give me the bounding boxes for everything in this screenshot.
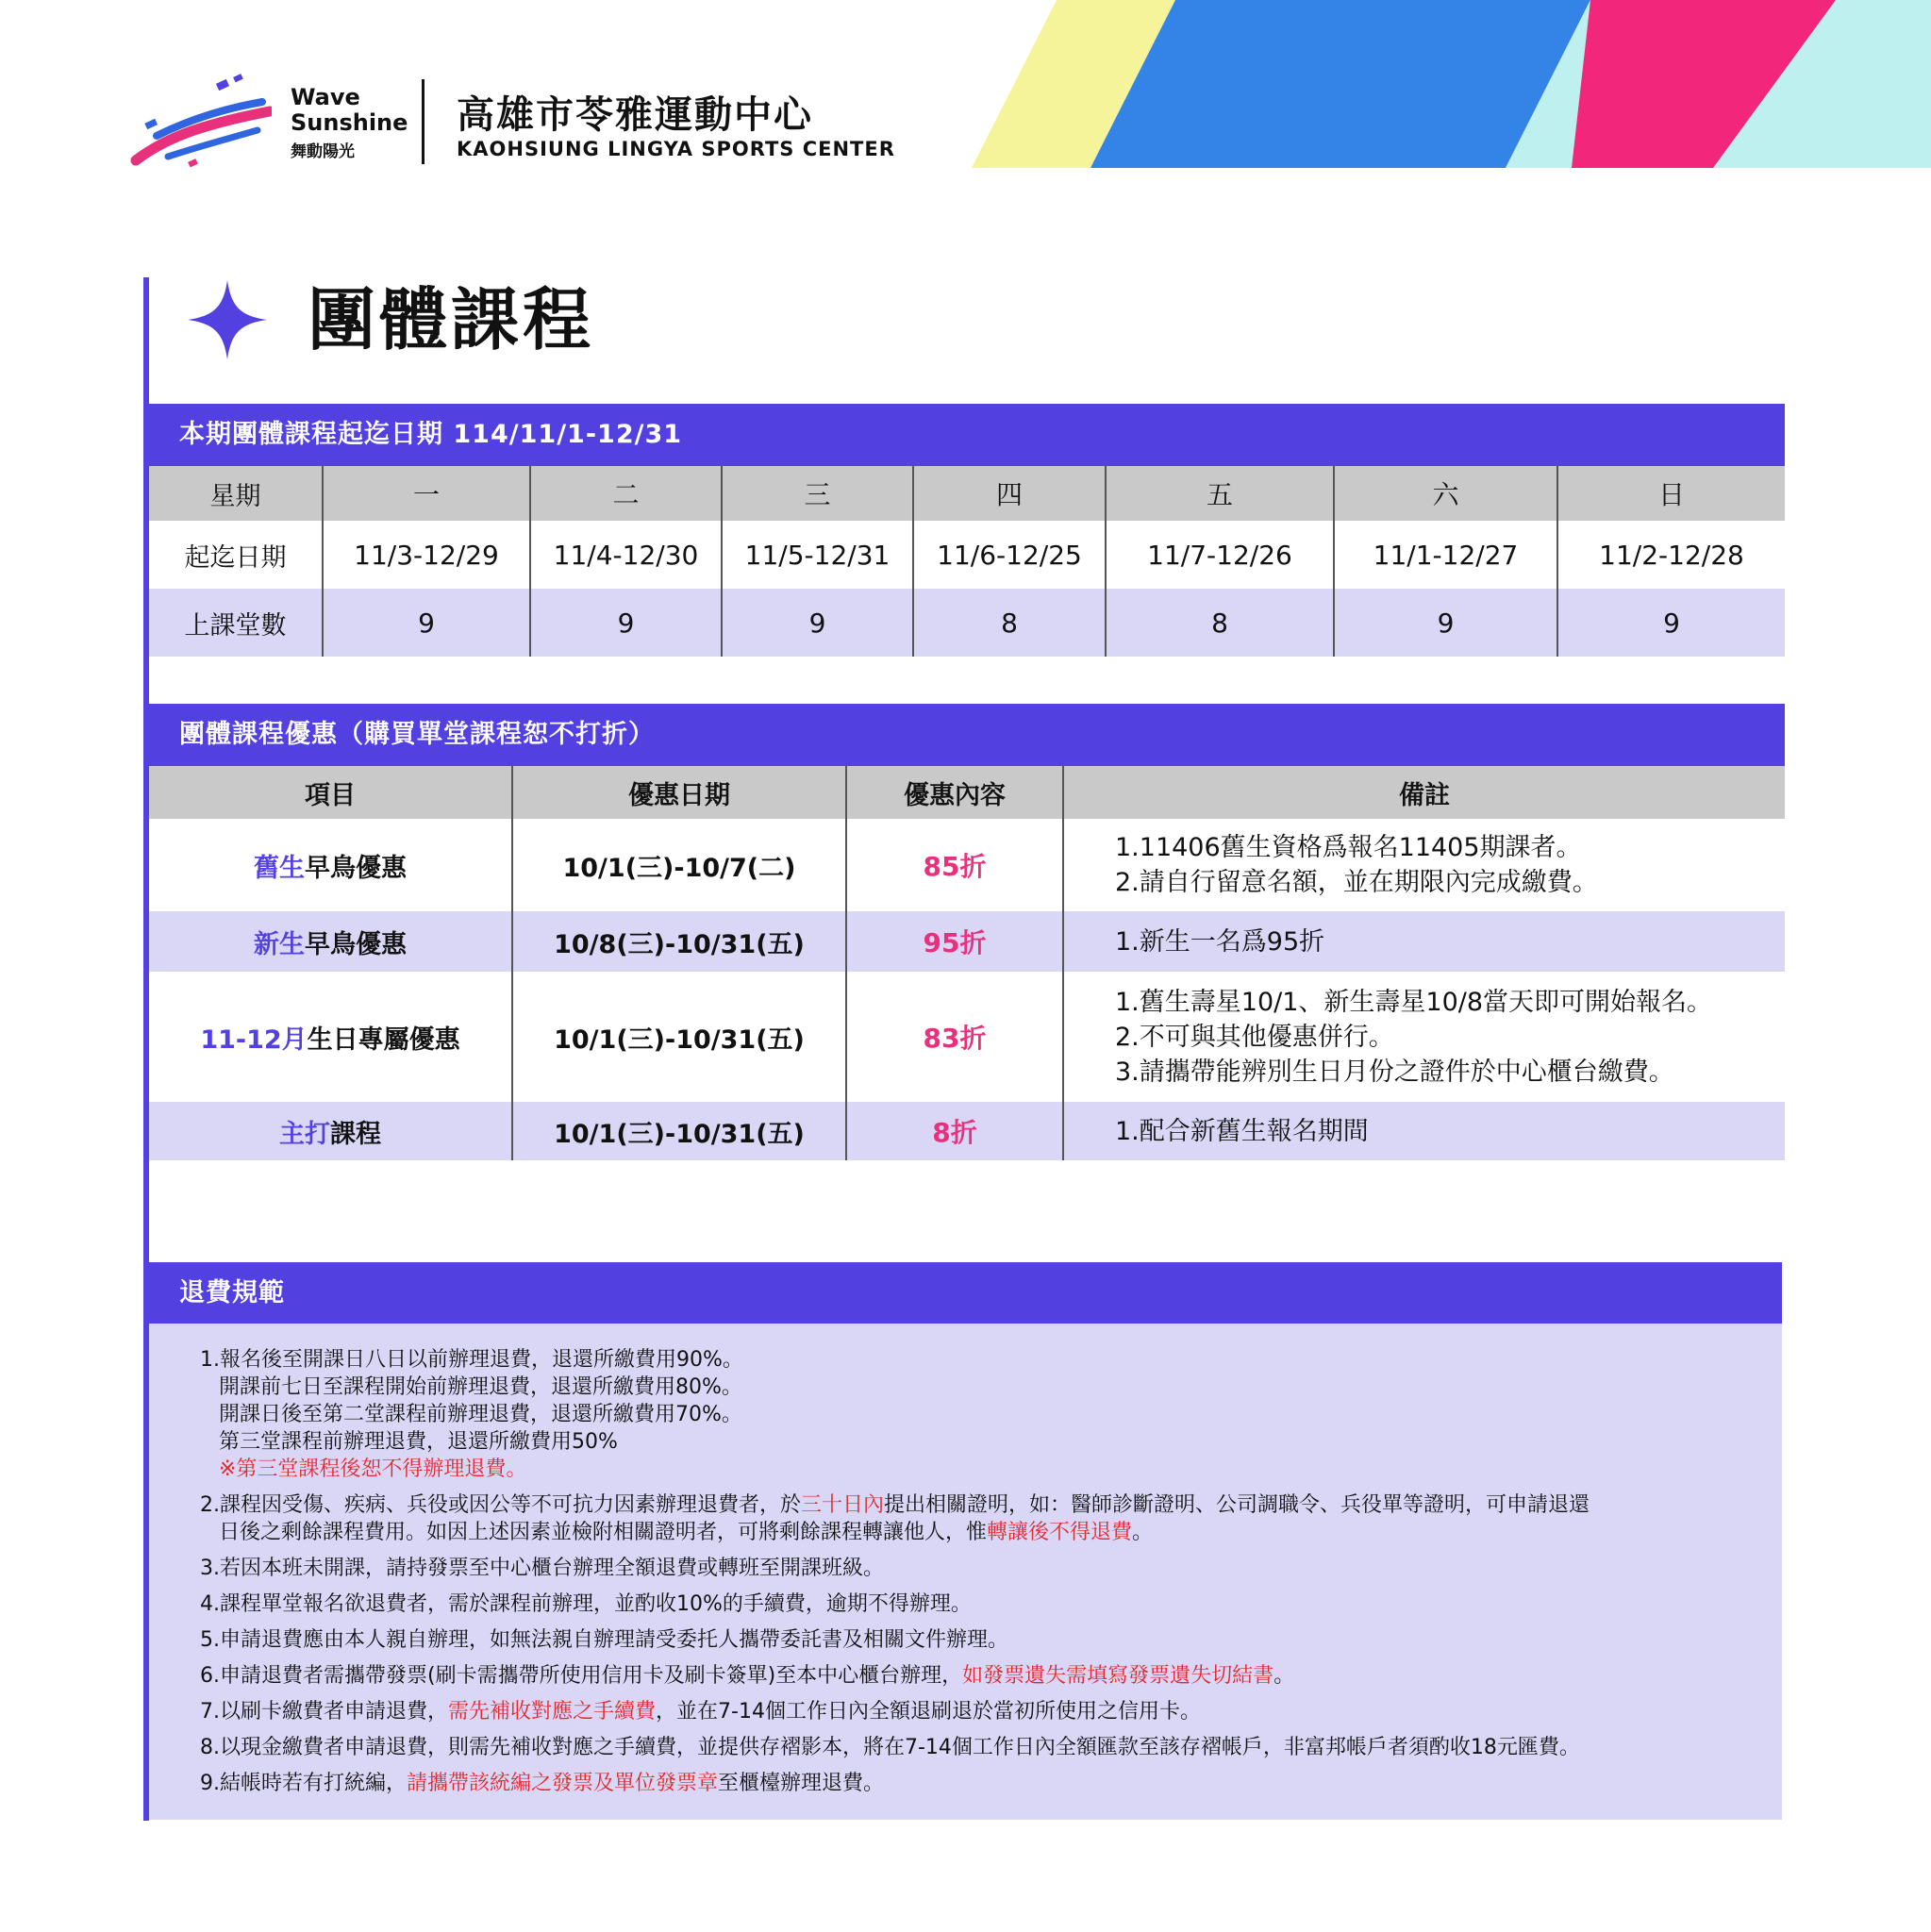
- class-count-wed: 9: [722, 589, 913, 657]
- discount-item: 舊生早鳥優惠: [149, 819, 512, 911]
- col-header-date: 優惠日期: [512, 766, 846, 819]
- refund-rule-9: 9.結帳時若有打統編，請攜帶該統編之發票及單位發票章至櫃檯辦理退費。: [200, 1772, 885, 1795]
- class-count-thu: 8: [913, 589, 1106, 657]
- class-count-tue: 9: [530, 589, 722, 657]
- refund-rules: [149, 1324, 1782, 1820]
- discount-row-birthday: [149, 972, 1785, 1102]
- refund-rule-1: 1.報名後至開課日八日以前辦理退費，退還所繳費用90%。 開課前七日至課程開始前辦理退費，退還所繳費用80%。 開課日後至第二堂課程前辦理退費，退還所繳費用70%。 第三堂課程前辦理退費，退還所繳費用50% ※第三堂課程後恕不得辦理退費。: [200, 1348, 743, 1481]
- discount-item: 新生早鳥優惠: [149, 911, 512, 972]
- brand-name-zh: 舞動陽光: [291, 142, 355, 161]
- refund-rule-6: 6.申請退費者需攜帶發票(刷卡需攜帶所使用信用卡及刷卡簽單)至本中心櫃台辦理，如發票遺失需填寫發票遺失切結書。: [200, 1664, 1295, 1688]
- schedule-date-row: [149, 521, 1785, 589]
- discount-date: 10/1(三)-10/31(五): [512, 972, 846, 1102]
- refund-rule-7: 7.以刷卡繳費者申請退費，需先補收對應之手續費，並在7-14個工作日內全額退刷退於當初所使用之信用卡。: [200, 1700, 1201, 1724]
- schedule-section-title: 本期團體課程起迄日期 114/11/1-12/31: [149, 404, 1785, 466]
- col-header-item: 項目: [149, 766, 512, 819]
- class-count-sat: 9: [1334, 589, 1557, 657]
- col-header-discount: 優惠內容: [846, 766, 1063, 819]
- date-range-sun: 11/2-12/28: [1557, 521, 1785, 589]
- wave-sunshine-logo: [130, 74, 272, 168]
- center-name-zh: 高雄市苓雅運動中心: [457, 93, 813, 137]
- brand-name-en: Wave Sunshine: [291, 84, 408, 136]
- discount-section-title: 團體課程優惠（購買單堂課程恕不打折）: [149, 704, 1785, 766]
- refund-rule-4: 4.課程單堂報名欲退費者，需於課程前辦理，並酌收10%的手續費，逾期不得辦理。: [200, 1592, 972, 1616]
- date-range-fri: 11/7-12/26: [1106, 521, 1334, 589]
- class-count-fri: 8: [1106, 589, 1334, 657]
- diamond-icon: [188, 280, 267, 359]
- refund-rule-8: 8.以現金繳費者申請退費，則需先補收對應之手續費，並提供存褶影本，將在7-14個工作日內全額匯款至該存褶帳戶，非富邦帳戶者須酌收18元匯費。: [200, 1736, 1580, 1759]
- discount-rate: 8折: [846, 1102, 1063, 1160]
- header-divider: [422, 79, 424, 164]
- discount-rate: 83折: [846, 972, 1063, 1102]
- discount-item: 11-12月生日專屬優惠: [149, 972, 512, 1102]
- refund-rule-3: 3.若因本班未開課，請持發票至中心櫃台辦理全額退費或轉班至開課班級。: [200, 1557, 884, 1580]
- weekday-sat: 六: [1334, 466, 1557, 521]
- row-label-counts: 上課堂數: [149, 589, 323, 657]
- schedule-count-row: [149, 589, 1785, 657]
- discount-notes: 1.舊生壽星10/1、新生壽星10/8當天即可開始報名。 2.不可與其他優惠併行。 3.請攜帶能辨別生日月份之證件於中心櫃台繳費。: [1063, 972, 1785, 1102]
- refund-section-title: 退費規範: [149, 1262, 1782, 1324]
- col-header-notes: 備註: [1063, 766, 1785, 819]
- weekday-sun: 日: [1557, 466, 1785, 521]
- refund-rule-5: 5.申請退費應由本人親自辦理，如無法親自辦理請受委托人攜帶委託書及相關文件辦理。: [200, 1628, 1008, 1652]
- date-range-thu: 11/6-12/25: [913, 521, 1106, 589]
- date-range-sat: 11/1-12/27: [1334, 521, 1557, 589]
- discount-row-featured: [149, 1102, 1785, 1160]
- weekday-thu: 四: [913, 466, 1106, 521]
- discount-header-row: [149, 766, 1785, 819]
- decorative-color-band: [972, 0, 1931, 168]
- discount-date: 10/1(三)-10/31(五): [512, 1102, 846, 1160]
- class-count-mon: 9: [323, 589, 530, 657]
- discount-notes: 1.配合新舊生報名期間: [1063, 1102, 1785, 1160]
- weekday-tue: 二: [530, 466, 722, 521]
- weekday-fri: 五: [1106, 466, 1334, 521]
- discount-table: [149, 766, 1785, 1160]
- row-label-weekday: 星期: [149, 466, 323, 521]
- discount-row-new-early-bird: [149, 911, 1785, 972]
- discount-notes: 1.11406舊生資格爲報名11405期課者。 2.請自行留意名額，並在期限內完成繳費。: [1063, 819, 1785, 911]
- discount-notes: 1.新生一名爲95折: [1063, 911, 1785, 972]
- discount-rate: 85折: [846, 819, 1063, 911]
- discount-rate: 95折: [846, 911, 1063, 972]
- discount-date: 10/1(三)-10/7(二): [512, 819, 846, 911]
- date-range-mon: 11/3-12/29: [323, 521, 530, 589]
- weekday-mon: 一: [323, 466, 530, 521]
- row-label-dates: 起迄日期: [149, 521, 323, 589]
- class-count-sun: 9: [1557, 589, 1785, 657]
- center-name-en: KAOHSIUNG LINGYA SPORTS CENTER: [457, 138, 895, 160]
- refund-rule-2: 2.課程因受傷、疾病、兵役或因公等不可抗力因素辦理退費者，於三十日內提出相關證明，如：醫師診斷證明、公司調職令、兵役單等證明，可申請退還 日後之剩餘課程費用。如因上述因素並檢附相關證明者，可將剩餘課程轉讓他人，惟轉讓後不得退費。: [200, 1493, 1590, 1544]
- schedule-table: [149, 466, 1785, 657]
- date-range-wed: 11/5-12/31: [722, 521, 913, 589]
- schedule-weekday-row: [149, 466, 1785, 521]
- date-range-tue: 11/4-12/30: [530, 521, 722, 589]
- page-title: 團體課程: [308, 280, 595, 359]
- discount-item: 主打課程: [149, 1102, 512, 1160]
- discount-row-returning-early-bird: [149, 819, 1785, 911]
- weekday-wed: 三: [722, 466, 913, 521]
- discount-date: 10/8(三)-10/31(五): [512, 911, 846, 972]
